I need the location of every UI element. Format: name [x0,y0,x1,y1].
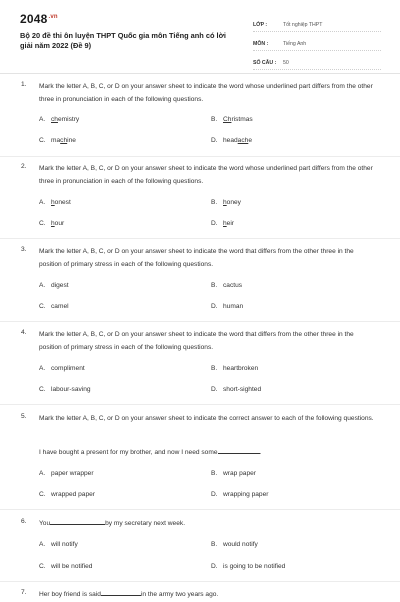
question-divider [0,321,400,322]
meta-grade-row [253,14,381,32]
question-instruction: Mark the letter A, B, C, or D on your answer sheet to indicate the word whose underlined part differs from the other three in pronunciation in each of the following questions. [39,165,373,185]
option-c[interactable]: C. wrapped paper [39,491,95,498]
option-b[interactable]: B. heartbroken [211,365,259,372]
answer-blank [101,589,141,596]
meta-count-row [253,52,381,70]
question-number: 6. [21,518,27,525]
option-b[interactable]: B. cactus [211,282,243,289]
document-meta [253,14,381,71]
meta-value: Tốt nghiệp THPT [283,22,323,28]
question-sentence: I have bought a present for my brother, and now I need some . [39,449,262,456]
question-sentence: You by my secretary next week. [39,520,186,527]
option-c[interactable]: C. will be notified [39,563,93,570]
question-sentence: Her boy friend is said in the army two years ago. [39,591,219,598]
option-b[interactable]: B. would notify [211,541,258,548]
option-d[interactable]: D. headache [211,137,252,144]
option-a[interactable]: A. chemistry [39,116,80,123]
question-number: 5. [21,413,27,420]
meta-label: LỚP : [253,22,268,28]
answer-blank [218,447,260,454]
question-divider [0,404,400,405]
option-c[interactable]: C. camel [39,303,69,310]
option-a[interactable]: A. digest [39,282,69,289]
question-divider [0,581,400,582]
question-number: 7. [21,589,27,596]
option-d[interactable]: D. is going to be notified [211,563,286,570]
question-instruction: Mark the letter A, B, C, or D on your answer sheet to indicate the correct answer to each of the following questions. [39,415,374,422]
question-instruction: Mark the letter A, B, C, or D on your answer sheet to indicate the word whose underlined part differs from the other three in pronunciation in each of the following questions. [39,83,373,103]
header-divider [0,73,400,74]
option-a[interactable]: A. honest [39,199,71,206]
option-c[interactable]: C. machine [39,137,76,144]
option-d[interactable]: D. short-sighted [211,386,262,393]
meta-label: SỐ CÂU : [253,60,277,66]
option-d[interactable]: D. heir [211,220,234,227]
meta-subject-row [253,33,381,51]
option-a[interactable]: A. paper wrapper [39,470,94,477]
option-c[interactable]: C. hour [39,220,65,227]
question-number: 4. [21,329,27,336]
question-number: 3. [21,246,27,253]
document-title: Bộ 20 đề thi ôn luyện THPT Quốc gia môn Tiếng anh có lời giải năm 2022 (Đề 9) [20,31,226,50]
option-b[interactable]: B. honey [211,199,241,206]
question-divider [0,509,400,510]
option-a[interactable]: A. compliment [39,365,85,372]
option-b[interactable]: B. wrap paper [211,470,256,477]
option-b[interactable]: B. Christmas [211,116,253,123]
option-a[interactable]: A. will notify [39,541,78,548]
meta-label: MÔN : [253,41,269,47]
question-number: 1. [21,81,27,88]
answer-blank [50,518,105,525]
option-d[interactable]: D. human [211,303,244,310]
meta-value: 50 [283,60,289,66]
option-d[interactable]: D. wrapping paper [211,491,269,498]
option-c[interactable]: C. labour-saving [39,386,91,393]
document-header [0,0,400,72]
question-divider [0,238,400,239]
question-divider [0,156,400,157]
site-logo[interactable]: $2048^{.vn}$ [20,12,58,26]
question-instruction: Mark the letter A, B, C, or D on your answer sheet to indicate the word that differs from the other three in the position of primary stress in each of the following questions. [39,331,354,351]
question-number: 2. [21,163,27,170]
meta-value: Tiếng Anh [283,41,307,47]
question-instruction: Mark the letter A, B, C, or D on your answer sheet to indicate the word that differs from the other three in the position of primary stress in each of the following questions. [39,248,354,268]
